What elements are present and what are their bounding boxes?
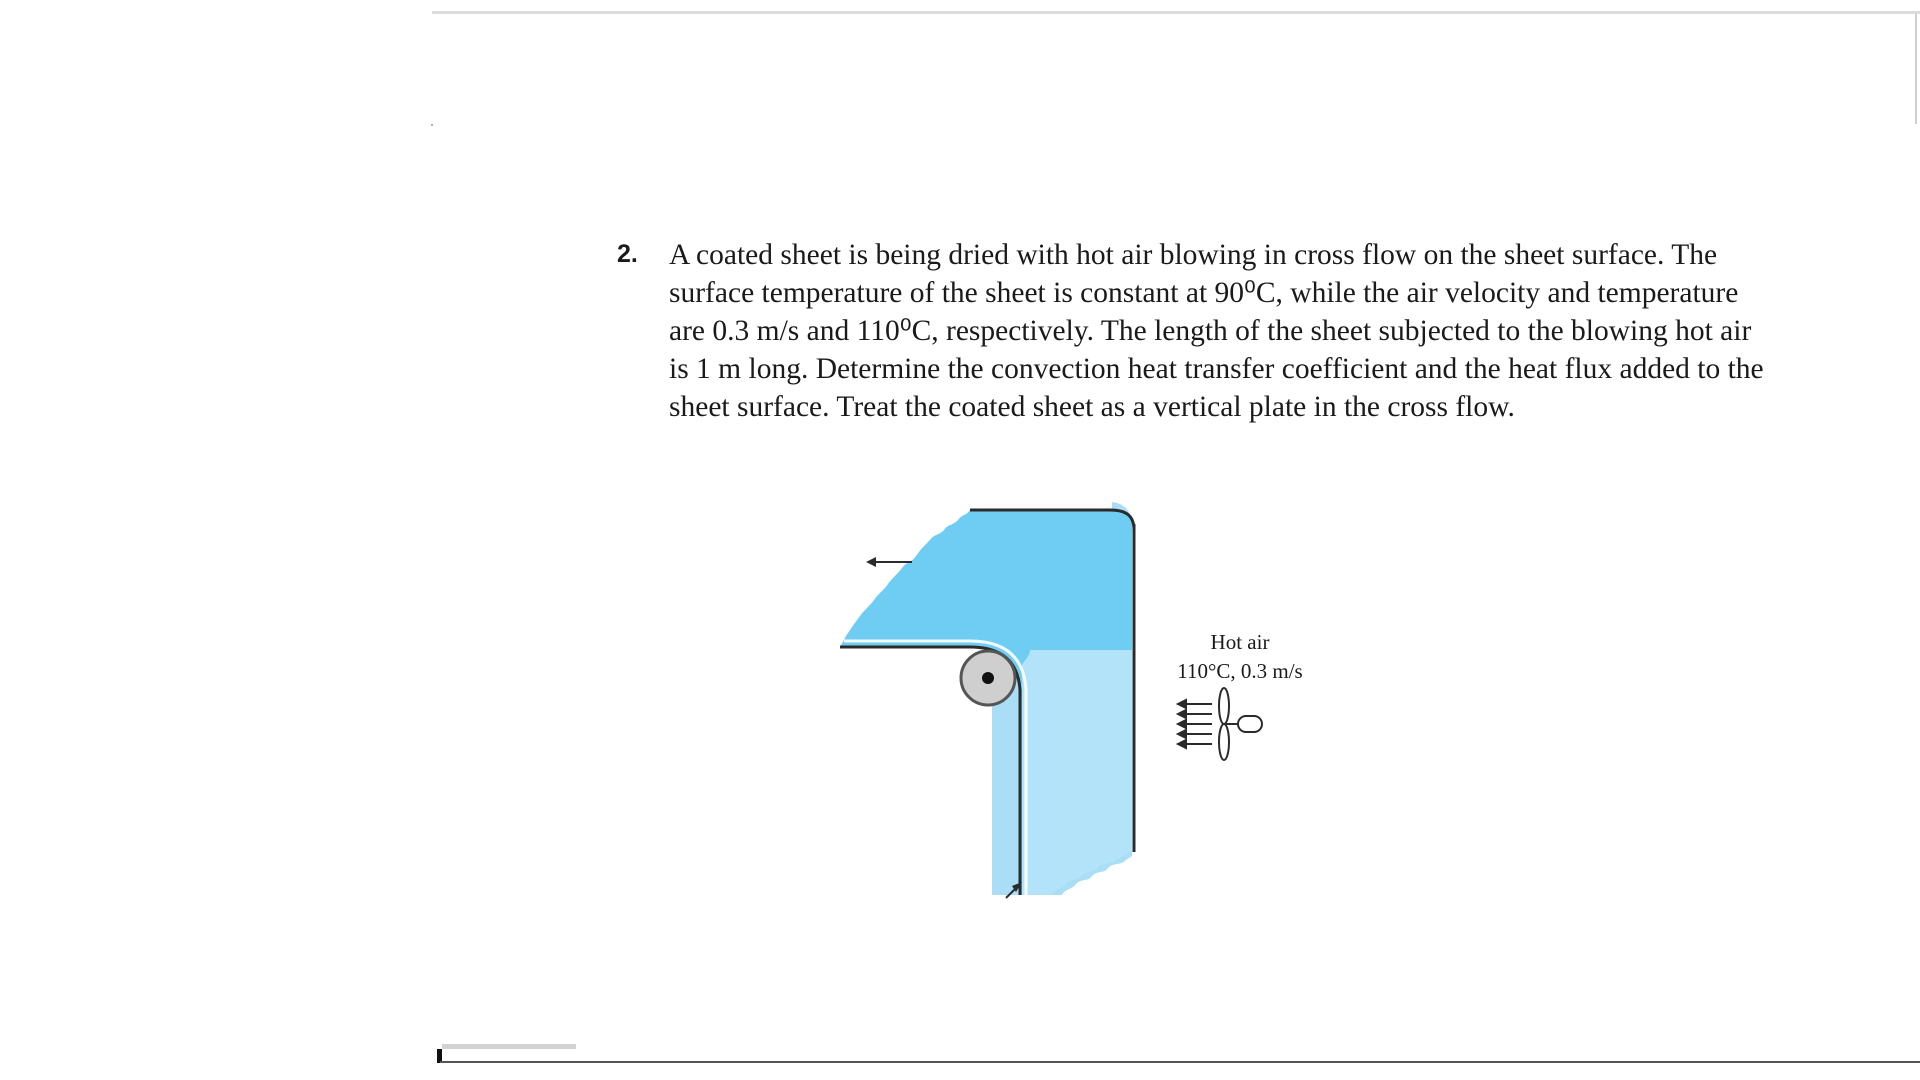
fan-icon	[1219, 688, 1262, 760]
problem-statement	[669, 236, 1909, 426]
sheet-front-panel	[1022, 650, 1132, 895]
problem-number: 2.	[617, 240, 638, 268]
bottom-grey-bar	[442, 1044, 576, 1049]
problem-line-1: A coated sheet is being dried with hot air blowing in cross flow on the sheet surface. The	[669, 239, 1718, 271]
right-edge-line	[1915, 14, 1917, 124]
sheet-diagram	[830, 490, 1310, 900]
problem-line-3: are 0.3 m/s and 110⁰C, respectively. The length of the sheet subjected to the blowing hot air	[669, 315, 1752, 347]
hot-air-label-title: Hot air	[1210, 630, 1270, 654]
bottom-divider	[440, 1061, 1920, 1063]
problem-line-5: sheet surface. Treat the coated sheet as a vertical plate in the cross flow.	[669, 391, 1515, 423]
coated-sheet-figure	[830, 490, 1310, 900]
problem-line-4: is 1 m long. Determine the convection heat transfer coefficient and the heat flux added to the	[669, 353, 1764, 385]
roller-axle	[982, 672, 994, 684]
problem-line-2: surface temperature of the sheet is constant at 90⁰C, while the air velocity and temperature	[669, 277, 1739, 309]
top-divider	[432, 11, 1920, 14]
hot-air-arrows	[1178, 700, 1212, 748]
hot-air-label	[1175, 630, 1305, 684]
sheet-motion-arrow-head	[866, 557, 876, 567]
margin-mark	[431, 124, 433, 126]
hot-air-label-conditions: 110°C, 0.3 m/s	[1177, 659, 1303, 683]
